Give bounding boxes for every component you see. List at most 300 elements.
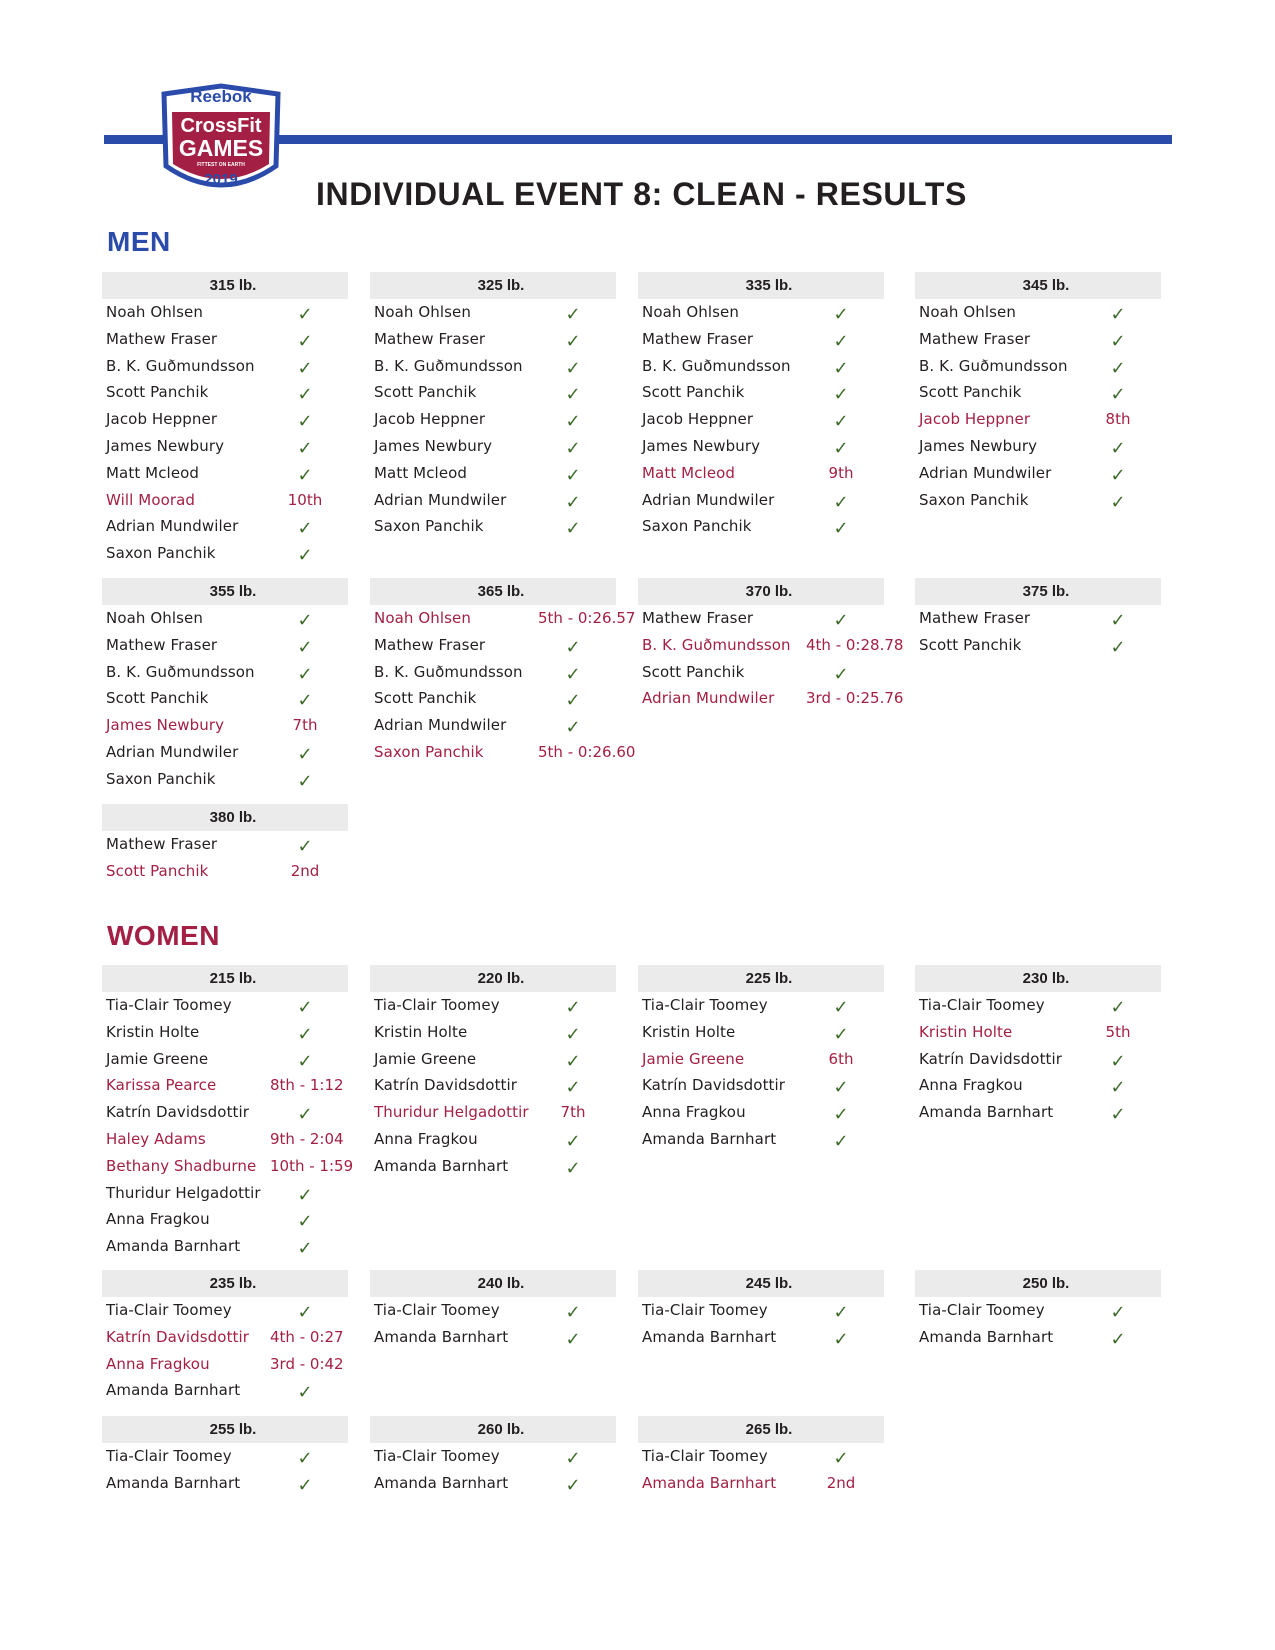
athlete-row <box>102 407 348 434</box>
men-section-title: MEN <box>107 226 171 257</box>
athlete-row <box>638 993 884 1020</box>
athlete-name: Tia-Clair Toomey <box>642 1301 768 1319</box>
checkmark-icon: ✓ <box>297 1448 313 1469</box>
weight-header: 355 lb. <box>102 578 348 605</box>
checkmark-icon: ✓ <box>565 1130 581 1152</box>
athlete-row <box>102 993 348 1020</box>
men-weight-block <box>102 578 348 794</box>
men-weight-block <box>638 272 884 541</box>
athlete-list <box>638 1298 884 1352</box>
athlete-name: Jacob Heppner <box>106 410 218 429</box>
athlete-name: Jacob Heppner <box>642 410 754 429</box>
weight-header: 335 lb. <box>638 272 884 299</box>
checkmark-icon: ✓ <box>1110 1077 1126 1099</box>
athlete-row <box>370 660 616 687</box>
placement-result: 4th - 0:27 <box>270 1327 344 1346</box>
athlete-name: Amanda Barnhart <box>374 1473 509 1492</box>
athlete-name: Noah Ohlsen <box>106 609 203 627</box>
checkmark-icon: ✓ <box>297 610 313 631</box>
checkmark-icon: ✓ <box>1110 997 1126 1018</box>
athlete-row <box>370 1073 616 1100</box>
athlete-row <box>915 993 1161 1020</box>
athlete-row <box>638 327 884 354</box>
athlete-row <box>638 461 884 488</box>
weight-header: 240 lb. <box>370 1270 616 1297</box>
athlete-list <box>102 993 354 1261</box>
placement-result: 7th <box>292 716 318 735</box>
athlete-list <box>102 832 348 886</box>
checkmark-icon: ✓ <box>297 836 313 857</box>
weight-header: 345 lb. <box>915 272 1161 299</box>
athlete-name: Thuridur Helgadottir <box>106 1183 261 1202</box>
athlete-list <box>915 300 1161 514</box>
athlete-row <box>638 1325 884 1352</box>
checkmark-icon: ✓ <box>565 636 581 658</box>
athlete-row <box>370 713 616 740</box>
athlete-row <box>102 380 348 407</box>
weight-header: 325 lb. <box>370 272 616 299</box>
athlete-name: James Newbury <box>106 716 225 735</box>
athlete-row <box>370 1325 616 1352</box>
placement-result: 5th - 0:26.57 <box>538 609 636 627</box>
athlete-row <box>370 488 616 515</box>
placement-result: 2nd <box>826 1473 856 1492</box>
men-weight-block <box>638 578 904 713</box>
women-weight-block <box>370 1270 616 1352</box>
athlete-row <box>638 1444 884 1471</box>
athlete-name: Matt Mcleod <box>374 463 468 482</box>
athlete-row <box>915 1047 1161 1074</box>
checkmark-icon: ✓ <box>833 491 849 513</box>
men-weight-block <box>915 272 1161 514</box>
men-weight-block <box>370 578 636 767</box>
athlete-name: Saxon Panchik <box>106 544 216 563</box>
athlete-list <box>638 606 904 713</box>
logo-line1: CrossFit <box>180 115 262 137</box>
checkmark-icon: ✓ <box>565 1302 581 1323</box>
athlete-name: Saxon Panchik <box>919 490 1029 509</box>
athlete-row <box>370 1020 616 1047</box>
athlete-row <box>102 514 348 541</box>
checkmark-icon: ✓ <box>1110 1104 1126 1126</box>
checkmark-icon: ✓ <box>1110 304 1126 325</box>
athlete-list <box>915 606 1161 660</box>
athlete-row <box>370 1444 616 1471</box>
athlete-name: Noah Ohlsen <box>374 303 471 321</box>
athlete-row <box>102 1471 348 1498</box>
athlete-row <box>638 380 884 407</box>
athlete-row <box>370 434 616 461</box>
athlete-row <box>638 488 884 515</box>
checkmark-icon: ✓ <box>565 357 581 379</box>
athlete-row <box>638 514 884 541</box>
athlete-row <box>370 327 616 354</box>
checkmark-icon: ✓ <box>565 384 581 406</box>
athlete-row <box>638 1127 884 1154</box>
placement-result: 8th <box>1105 410 1131 429</box>
athlete-name: Jamie Greene <box>642 1049 745 1068</box>
athlete-name: Adrian Mundwiler <box>374 716 507 735</box>
checkmark-icon: ✓ <box>565 1050 581 1072</box>
checkmark-icon: ✓ <box>297 1050 313 1072</box>
athlete-row <box>915 300 1161 327</box>
checkmark-icon: ✓ <box>565 1077 581 1099</box>
checkmark-icon: ✓ <box>297 437 313 459</box>
athlete-name: Mathew Fraser <box>106 329 218 348</box>
checkmark-icon: ✓ <box>1110 464 1126 486</box>
athlete-row <box>102 434 348 461</box>
checkmark-icon: ✓ <box>565 1023 581 1045</box>
athlete-name: Scott Panchik <box>642 662 745 681</box>
athlete-list <box>370 606 636 767</box>
athlete-name: Katrín Davidsdottir <box>106 1103 250 1122</box>
men-weight-block <box>102 272 348 568</box>
athlete-row <box>102 1127 348 1154</box>
athlete-name: Adrian Mundwiler <box>106 517 239 536</box>
athlete-row <box>638 1471 884 1498</box>
athlete-row <box>102 1207 348 1234</box>
athlete-name: Jamie Greene <box>374 1049 477 1068</box>
athlete-name: Scott Panchik <box>106 383 209 402</box>
athlete-row <box>370 686 616 713</box>
athlete-list <box>370 1444 616 1498</box>
athlete-row <box>102 461 348 488</box>
athlete-row <box>370 606 636 633</box>
weight-header: 265 lb. <box>638 1416 884 1443</box>
athlete-name: B. K. Guðmundsson <box>919 356 1068 375</box>
athlete-row <box>915 633 1161 660</box>
athlete-row <box>102 1073 348 1100</box>
athlete-name: Amanda Barnhart <box>106 1381 241 1400</box>
checkmark-icon: ✓ <box>297 545 313 567</box>
athlete-name: Mathew Fraser <box>106 835 218 853</box>
athlete-name: B. K. Guðmundsson <box>106 662 255 681</box>
checkmark-icon: ✓ <box>833 437 849 459</box>
athlete-name: Jacob Heppner <box>919 410 1031 429</box>
placement-result: 10th - 1:59 <box>270 1156 354 1175</box>
athlete-name: Saxon Panchik <box>106 769 216 788</box>
athlete-name: B. K. Guðmundsson <box>374 662 523 681</box>
checkmark-icon: ✓ <box>565 411 581 433</box>
checkmark-icon: ✓ <box>833 1328 849 1350</box>
checkmark-icon: ✓ <box>297 997 313 1018</box>
athlete-row <box>915 1298 1161 1325</box>
athlete-row <box>915 327 1161 354</box>
athlete-name: Noah Ohlsen <box>106 303 203 321</box>
checkmark-icon: ✓ <box>833 1302 849 1323</box>
athlete-row <box>370 1127 616 1154</box>
athlete-row <box>638 1020 884 1047</box>
women-weight-block <box>102 965 354 1261</box>
checkmark-icon: ✓ <box>565 717 581 739</box>
checkmark-icon: ✓ <box>1110 384 1126 406</box>
placement-result: 5th <box>1105 1022 1131 1041</box>
athlete-row <box>102 354 348 381</box>
checkmark-icon: ✓ <box>297 1211 313 1233</box>
athlete-name: Tia-Clair Toomey <box>106 1447 232 1465</box>
athlete-name: Saxon Panchik <box>374 517 484 536</box>
athlete-name: Katrín Davidsdottir <box>374 1076 518 1095</box>
checkmark-icon: ✓ <box>833 1448 849 1469</box>
placement-result: 5th - 0:26.60 <box>538 742 636 761</box>
checkmark-icon: ✓ <box>833 663 849 685</box>
athlete-row <box>102 488 348 515</box>
athlete-name: Kristin Holte <box>106 1022 200 1041</box>
athlete-name: Mathew Fraser <box>106 635 218 654</box>
athlete-row <box>638 434 884 461</box>
athlete-row <box>102 660 348 687</box>
athlete-name: Noah Ohlsen <box>642 303 739 321</box>
logo-tagline: FITTEST ON EARTH <box>197 162 245 168</box>
athlete-name: Adrian Mundwiler <box>642 490 775 509</box>
athlete-row <box>370 300 616 327</box>
athlete-name: Kristin Holte <box>919 1022 1013 1041</box>
women-weight-block <box>915 1270 1161 1352</box>
athlete-row <box>102 1298 348 1325</box>
checkmark-icon: ✓ <box>565 518 581 540</box>
athlete-row <box>915 461 1161 488</box>
athlete-name: Haley Adams <box>106 1129 206 1148</box>
athlete-name: B. K. Guðmundsson <box>374 356 523 375</box>
checkmark-icon: ✓ <box>297 411 313 433</box>
athlete-name: Anna Fragkou <box>106 1354 210 1373</box>
athlete-name: Bethany Shadburne <box>106 1156 257 1175</box>
athlete-name: Thuridur Helgadottir <box>374 1103 529 1122</box>
athlete-list <box>915 1298 1161 1352</box>
athlete-row <box>102 1181 348 1208</box>
athlete-name: Tia-Clair Toomey <box>374 1301 500 1319</box>
women-weight-block <box>915 965 1161 1127</box>
athlete-name: Kristin Holte <box>374 1022 468 1041</box>
athlete-row <box>370 354 616 381</box>
checkmark-icon: ✓ <box>565 1328 581 1350</box>
athlete-name: B. K. Guðmundsson <box>106 356 255 375</box>
athlete-name: Tia-Clair Toomey <box>374 1447 500 1465</box>
athlete-row <box>915 407 1161 434</box>
athlete-name: Scott Panchik <box>106 689 209 708</box>
athlete-row <box>638 606 884 633</box>
athlete-row <box>638 1047 884 1074</box>
athlete-row <box>915 434 1161 461</box>
athlete-list <box>102 606 348 794</box>
athlete-name: Karissa Pearce <box>106 1076 217 1095</box>
athlete-name: Adrian Mundwiler <box>106 742 239 761</box>
checkmark-icon: ✓ <box>833 997 849 1018</box>
athlete-name: Scott Panchik <box>374 689 477 708</box>
athlete-row <box>102 1352 348 1379</box>
athlete-list <box>638 1444 884 1498</box>
athlete-name: Matt Mcleod <box>642 463 736 482</box>
athlete-row <box>638 660 884 687</box>
athlete-name: Will Moorad <box>106 490 196 509</box>
athlete-row <box>102 1020 348 1047</box>
athlete-name: Katrín Davidsdottir <box>106 1327 250 1346</box>
checkmark-icon: ✓ <box>297 1104 313 1126</box>
athlete-name: Tia-Clair Toomey <box>106 996 232 1014</box>
athlete-name: Noah Ohlsen <box>919 303 1016 321</box>
placement-result: 8th - 1:12 <box>270 1076 344 1095</box>
checkmark-icon: ✓ <box>1110 1302 1126 1323</box>
checkmark-icon: ✓ <box>297 330 313 352</box>
athlete-row <box>370 407 616 434</box>
athlete-row <box>638 1100 884 1127</box>
athlete-row <box>102 686 348 713</box>
athlete-row <box>370 993 616 1020</box>
checkmark-icon: ✓ <box>833 357 849 379</box>
athlete-row <box>102 1444 348 1471</box>
athlete-row <box>915 1100 1161 1127</box>
placement-result: 10th <box>287 490 323 509</box>
checkmark-icon: ✓ <box>297 384 313 406</box>
athlete-row <box>102 859 348 886</box>
athlete-name: Scott Panchik <box>919 635 1022 654</box>
men-weight-block <box>102 804 348 886</box>
athlete-name: Anna Fragkou <box>106 1210 210 1229</box>
athlete-name: B. K. Guðmundsson <box>642 356 791 375</box>
checkmark-icon: ✓ <box>297 1238 313 1260</box>
athlete-row <box>638 1298 884 1325</box>
checkmark-icon: ✓ <box>297 690 313 712</box>
placement-result: 3rd - 0:42 <box>270 1354 344 1373</box>
athlete-name: Scott Panchik <box>374 383 477 402</box>
checkmark-icon: ✓ <box>297 357 313 379</box>
athlete-row <box>102 832 348 859</box>
checkmark-icon: ✓ <box>565 304 581 325</box>
athlete-list <box>102 1444 348 1498</box>
athlete-list <box>102 1298 348 1405</box>
checkmark-icon: ✓ <box>565 491 581 513</box>
athlete-name: Amanda Barnhart <box>919 1103 1054 1122</box>
placement-result: 4th - 0:28.78 <box>806 635 904 654</box>
checkmark-icon: ✓ <box>833 304 849 325</box>
weight-header: 245 lb. <box>638 1270 884 1297</box>
athlete-name: Mathew Fraser <box>642 329 754 348</box>
weight-header: 365 lb. <box>370 578 616 605</box>
athlete-row <box>370 740 636 767</box>
athlete-name: Mathew Fraser <box>919 609 1031 627</box>
athlete-name: Jacob Heppner <box>374 410 486 429</box>
logo-year: 2019 <box>204 171 238 188</box>
athlete-name: Amanda Barnhart <box>374 1327 509 1346</box>
checkmark-icon: ✓ <box>565 464 581 486</box>
checkmark-icon: ✓ <box>297 1302 313 1323</box>
checkmark-icon: ✓ <box>297 1184 313 1206</box>
logo-brand: Reebok <box>190 87 252 106</box>
checkmark-icon: ✓ <box>297 1023 313 1045</box>
weight-header: 260 lb. <box>370 1416 616 1443</box>
athlete-row <box>102 327 348 354</box>
checkmark-icon: ✓ <box>833 518 849 540</box>
weight-header: 375 lb. <box>915 578 1161 605</box>
checkmark-icon: ✓ <box>297 1474 313 1496</box>
checkmark-icon: ✓ <box>297 1382 313 1404</box>
logo-line2: GAMES <box>178 135 264 161</box>
placement-result: 9th <box>828 463 854 482</box>
athlete-row <box>102 300 348 327</box>
athlete-list <box>915 993 1161 1127</box>
athlete-name: Mathew Fraser <box>642 609 754 627</box>
checkmark-icon: ✓ <box>1110 491 1126 513</box>
men-weight-block <box>915 578 1161 660</box>
athlete-list <box>370 300 616 541</box>
checkmark-icon: ✓ <box>1110 1050 1126 1072</box>
athlete-row <box>370 1471 616 1498</box>
athlete-row <box>370 1100 616 1127</box>
athlete-name: Katrín Davidsdottir <box>642 1076 786 1095</box>
athlete-row <box>102 1100 348 1127</box>
athlete-row <box>638 1073 884 1100</box>
athlete-row <box>915 488 1161 515</box>
athlete-name: Amanda Barnhart <box>374 1156 509 1175</box>
athlete-name: Amanda Barnhart <box>642 1129 777 1148</box>
weight-header: 370 lb. <box>638 578 884 605</box>
athlete-name: James Newbury <box>919 436 1038 455</box>
athlete-name: Mathew Fraser <box>919 329 1031 348</box>
athlete-name: Scott Panchik <box>919 383 1022 402</box>
weight-header: 255 lb. <box>102 1416 348 1443</box>
women-weight-block <box>638 1270 884 1352</box>
checkmark-icon: ✓ <box>565 997 581 1018</box>
checkmark-icon: ✓ <box>565 663 581 685</box>
athlete-list <box>102 300 348 568</box>
athlete-row <box>102 1154 354 1181</box>
women-weight-block <box>102 1270 348 1405</box>
athlete-name: Amanda Barnhart <box>919 1327 1054 1346</box>
athlete-row <box>102 1378 348 1405</box>
crossfit-games-logo <box>150 82 292 200</box>
athlete-row <box>638 354 884 381</box>
checkmark-icon: ✓ <box>833 1104 849 1126</box>
athlete-name: Adrian Mundwiler <box>642 689 775 708</box>
athlete-name: James Newbury <box>374 436 493 455</box>
athlete-name: Tia-Clair Toomey <box>919 1301 1045 1319</box>
checkmark-icon: ✓ <box>297 304 313 325</box>
athlete-name: Scott Panchik <box>106 861 209 880</box>
athlete-row <box>915 380 1161 407</box>
weight-header: 225 lb. <box>638 965 884 992</box>
checkmark-icon: ✓ <box>565 330 581 352</box>
men-weight-block <box>370 272 616 541</box>
athlete-row <box>915 354 1161 381</box>
athlete-row <box>102 1047 348 1074</box>
checkmark-icon: ✓ <box>565 437 581 459</box>
weight-header: 250 lb. <box>915 1270 1161 1297</box>
athlete-row <box>370 1298 616 1325</box>
athlete-row <box>102 740 348 767</box>
weight-header: 380 lb. <box>102 804 348 831</box>
athlete-row <box>370 380 616 407</box>
athlete-name: Katrín Davidsdottir <box>919 1049 1063 1068</box>
checkmark-icon: ✓ <box>1110 610 1126 631</box>
athlete-list <box>638 993 884 1154</box>
placement-result: 6th <box>828 1049 854 1068</box>
athlete-name: James Newbury <box>106 436 225 455</box>
checkmark-icon: ✓ <box>1110 636 1126 658</box>
athlete-row <box>370 514 616 541</box>
checkmark-icon: ✓ <box>1110 437 1126 459</box>
athlete-name: Amanda Barnhart <box>642 1327 777 1346</box>
checkmark-icon: ✓ <box>1110 1328 1126 1350</box>
page-title: INDIVIDUAL EVENT 8: CLEAN - RESULTS <box>316 176 967 212</box>
athlete-list <box>638 300 884 541</box>
athlete-name: Matt Mcleod <box>106 463 200 482</box>
athlete-name: Kristin Holte <box>642 1022 736 1041</box>
athlete-row <box>370 461 616 488</box>
weight-header: 315 lb. <box>102 272 348 299</box>
athlete-name: Saxon Panchik <box>642 517 752 536</box>
athlete-name: Tia-Clair Toomey <box>919 996 1045 1014</box>
athlete-name: Mathew Fraser <box>374 329 486 348</box>
